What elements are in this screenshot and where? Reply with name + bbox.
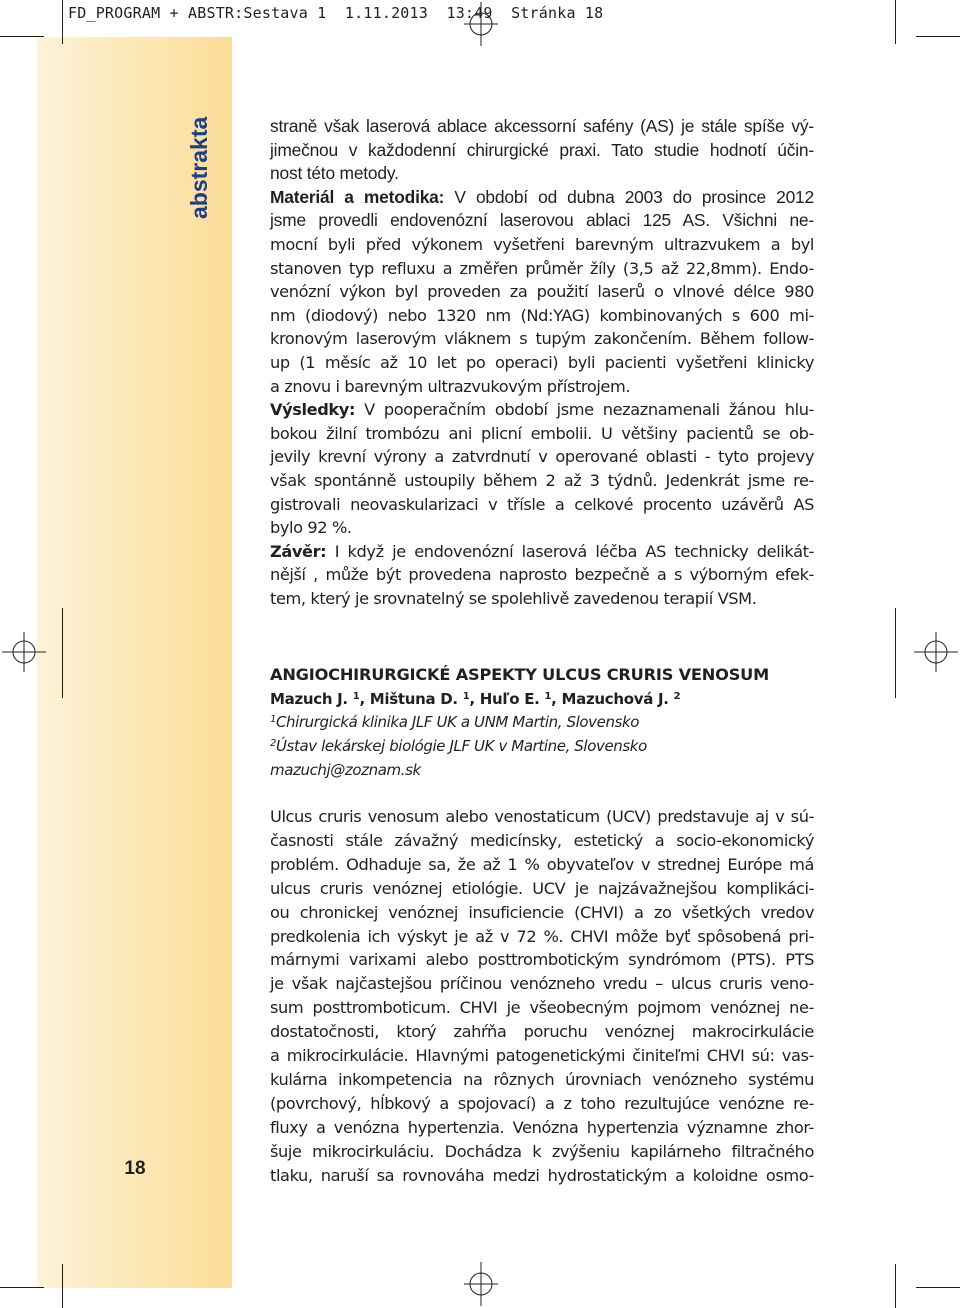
affiliation: $^1$Chirurgická klinika JLF UK a UNM Martin, Slovensko	[270, 713, 640, 731]
author: Huľo E.	[479, 690, 540, 708]
crop-mark	[916, 1287, 960, 1288]
author-list: Mazuch J. $^1$, Mištuna D. $^1$, Huľo E. $^1$, Mazuchová J. $^2$	[270, 690, 681, 708]
print-slug: FD_PROGRAM + ABSTR:Sestava 1 1.11.2013 13:49 Stránka 18	[68, 4, 604, 22]
sidebar-band	[37, 37, 232, 1288]
crop-mark	[62, 608, 63, 698]
crop-mark	[895, 608, 896, 698]
page-number: 18	[124, 1158, 146, 1179]
text-line: dostatočnosti, ktorý zahŕňa poruchu venóznej makrocirkulácie	[270, 1022, 814, 1042]
text-line: kulárna inkompetencia na rôznych úrovniach venózneho systému	[270, 1069, 814, 1089]
text-line: (povrchový, hĺbkový a spojovací) a z toho rezultujúce venózne re-	[270, 1093, 814, 1113]
text-line: nm (diodový) nebo 1320 nm (Nd:YAG) kombinovaných s 600 mi-	[270, 305, 814, 325]
crop-mark	[0, 1287, 44, 1288]
author-email: mazuchj@zoznam.sk	[270, 761, 421, 779]
crop-mark	[62, 1264, 63, 1308]
text-line: sum posttromboticum. CHVI je všeobecným pojmom venóznej ne-	[270, 998, 814, 1018]
text-line: a mikrocirkulácie. Hlavnými patogenetickými činiteľmi CHVI sú: vas-	[270, 1046, 814, 1066]
crop-mark	[916, 36, 960, 37]
text-line: tem, který je srovnatelný se spolehlivě zavedenou terapií VSM.	[270, 588, 757, 608]
registration-mark-icon	[462, 2, 500, 46]
previous-abstract	[270, 115, 814, 610]
text-line: márnymi varixami alebo posttrombotickým syndrómom (PTS). PTS	[270, 950, 814, 970]
affiliation-mark: 1	[462, 691, 470, 702]
text-line: venózní výkon byl proveden za použití laserů o vlnové délce 980	[270, 282, 814, 302]
article-header	[270, 662, 830, 782]
text-line: mocní byli před výkonem vyšetřeni barevným ultrazvukem a byl	[270, 234, 814, 254]
affiliation: $^2$Ústav lekárskej biológie JLF UK v Martine, Slovensko	[270, 737, 647, 755]
text-line: nost této metody.	[270, 163, 399, 184]
crop-mark	[0, 36, 44, 37]
crop-mark	[62, 0, 63, 44]
affiliation-mark: 2	[673, 691, 681, 702]
text-line: jimečnou v každodenní chirurgické praxi. Tato studie hodnotí účin-	[270, 139, 814, 160]
text-line: ou chronickej venóznej insuficiencie (CHVI) a zo všetkých vredov	[270, 902, 814, 922]
text-line: jevily krevní výrony a zatvrdnutí v operované oblasti - tyto projevy	[270, 447, 814, 467]
text-line: bokou žilní trombózu ani plicní embolii. U většiny pacientů se ob-	[270, 423, 814, 443]
text-line: je však najčastejšou príčinou venózneho vredu – ulcus cruris veno-	[270, 974, 814, 994]
registration-mark-icon	[462, 1262, 500, 1306]
text-line: bylo 92 %.	[270, 518, 352, 538]
text-line: jsme provedli endovenózní laserovou ablaci 125 AS. Všichni ne-	[270, 210, 814, 231]
text-line: up (1 měsíc až 10 let po operaci) byli pacienti vyšetřeni klinicky	[270, 352, 814, 372]
text-line: fluxy a venózna hypertenzia. Venózna hypertenzia významne zhor-	[270, 1117, 814, 1137]
author: Mazuchová J.	[561, 690, 669, 708]
text-line: časnosti stále závažný medicínsky, estetický a socio-ekonomický	[270, 830, 814, 850]
text-line: a znovu i barevným ultrazvukovým přístrojem.	[270, 376, 631, 396]
text-line: nější , může být provedena naprosto bezpečně a s výborným efek-	[270, 565, 814, 585]
text-line: kronovým laserovým vláknem s tupým zakončením. Během follow-	[270, 329, 814, 349]
text-line: šuje mikrocirkuláciu. Dochádza k zvýšeniu kapilárneho filtračného	[270, 1141, 814, 1161]
registration-mark-icon	[2, 630, 46, 674]
text-line: straně však laserová ablace akcessorní safény (AS) je stále spíše vý-	[270, 116, 814, 136]
text-line: ulcus cruris venóznej etiológie. UCV je najzávažnejšou komplikáci-	[270, 878, 814, 898]
text-line: tlaku, naruší sa rovnováha medzi hydrostatickým a koloidne osmo-	[270, 1165, 814, 1185]
author: Mazuch J.	[270, 690, 348, 708]
text-line: Závěr: I když je endovenózní laserová léčba AS technicky delikát-	[270, 541, 814, 561]
text-line: stanoven typ refluxu a změřen průměr žíly (3,5 až 22,8mm). Endo-	[270, 258, 814, 278]
text-line: predkolenia ich výskyt je až v 72 %. CHVI môže byť spôsobená pri-	[270, 926, 814, 946]
article-title: ANGIOCHIRURGICKÉ ASPEKTY ULCUS CRURIS VENOSUM	[270, 665, 770, 684]
text-line: gistrovali neovaskularizaci v třísle a celkové procento uzávěrů AS	[270, 494, 814, 514]
article-body	[270, 805, 814, 1188]
section-heading: Výsledky:	[270, 400, 356, 420]
text-line: Ulcus cruris venosum alebo venostaticum (UCV) predstavuje aj v sú-	[270, 807, 814, 826]
section-heading: Závěr:	[270, 541, 327, 561]
crop-mark	[895, 1264, 896, 1308]
section-heading: Materiál a metodika:	[270, 186, 445, 207]
text-line: problém. Odhaduje sa, že až 1 % obyvateľov v strednej Európe má	[270, 854, 814, 874]
registration-mark-icon	[914, 630, 958, 674]
crop-mark	[895, 0, 896, 44]
section-label: abstrakta	[186, 116, 212, 220]
affiliation-mark: 1	[352, 691, 360, 702]
affiliation-mark: 1	[544, 691, 552, 702]
text-line: však spontánně ustoupily během 2 až 3 týdnů. Jedenkrát jsme re-	[270, 470, 814, 490]
text-line: Materiál a metodika: V období od dubna 2003 do prosince 2012	[270, 186, 814, 207]
author: Mištuna D.	[369, 690, 458, 708]
text-line: Výsledky: V pooperačním období jsme nezaznamenali žánou hlu-	[270, 400, 814, 420]
